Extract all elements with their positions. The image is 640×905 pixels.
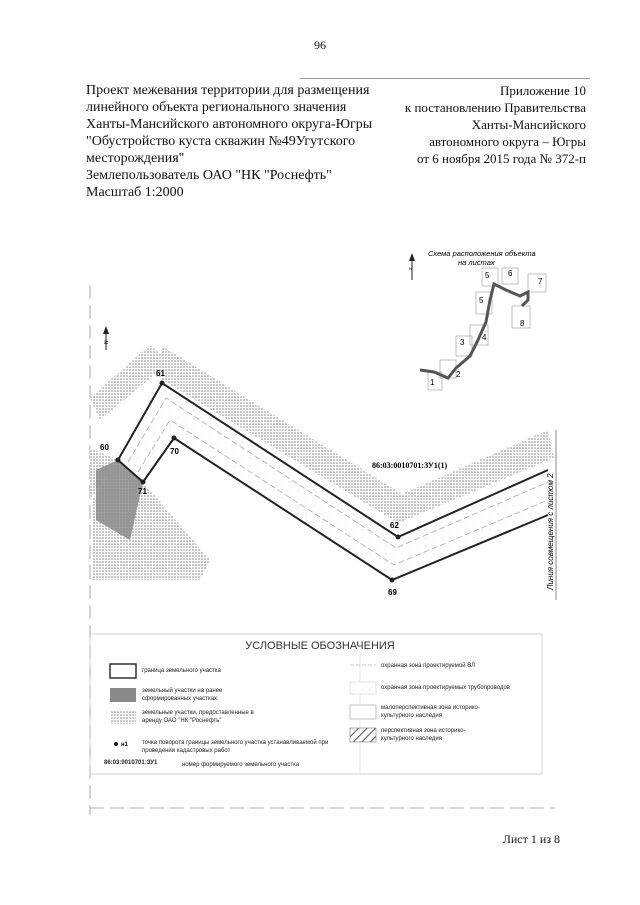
legend-point-label: н1 [121, 742, 128, 748]
legend-swatch-high-zone [350, 728, 376, 742]
title-line: "Обустройство куста скважин №49Угутского [86, 134, 356, 149]
legend-swatch-existing [110, 688, 136, 702]
appendix-line: автономного округа – Югры [429, 134, 586, 149]
label-60: 60 [100, 443, 109, 452]
point-71 [141, 480, 146, 485]
title-line: Проект межевания территории для размещения [86, 83, 370, 98]
match-line-label: Линия совмещения с листом 2 [546, 473, 555, 590]
inset-north-arrow-icon [409, 253, 415, 261]
legend-title: УСЛОВНЫЕ ОБОЗНАЧЕНИЯ [245, 640, 395, 652]
point-69 [390, 578, 395, 583]
label-61: 61 [156, 369, 165, 378]
legend-swatch-pipeline [350, 682, 376, 694]
title-line: линейного объекта регионального значения [86, 100, 347, 115]
label-70: 70 [170, 447, 179, 456]
parcel-label: 86:03:0010701:ЗУ1(1) [372, 461, 448, 470]
inset-sheet: 8 [520, 319, 525, 328]
point-61 [160, 381, 165, 386]
appendix-line: Приложение 10 [499, 83, 586, 98]
legend-swatch-low-zone [350, 705, 376, 719]
legend-text-low-zone: малоперспективная зона историко-культурного наследия [381, 705, 480, 719]
title-line: Землепользователь ОАО "НК "Роснефть" [86, 168, 332, 183]
legend-swatch-boundary [110, 664, 136, 678]
label-71: 71 [138, 487, 147, 496]
label-62: 62 [390, 521, 399, 530]
point-62 [396, 535, 401, 540]
legend-text-pipeline: охранная зона проектируемых трубопроводов [381, 685, 510, 691]
appendix-line: от 6 ноября 2015 года № 372-п [417, 151, 586, 166]
inset-sheet: 5 [479, 296, 484, 305]
inset-title-1: Схема расположения объекта [428, 249, 536, 258]
legend-text-existing: земельный участки на ранее сформированных участках [142, 688, 223, 702]
inset-sheet: 1 [430, 378, 435, 387]
inset-sheet: 5 [485, 271, 490, 280]
legend-text-lease: земельные участки, предоставленные в аренду ОАО "НК "Роснефть" [142, 710, 254, 724]
legend-text-vl: охранная зона проектируемой ВЛ [381, 663, 476, 669]
point-60 [116, 458, 121, 463]
inset-north-label: N [409, 266, 412, 271]
label-69: 69 [388, 588, 397, 597]
page-number: 96 [314, 38, 326, 52]
scale-line: Масштаб 1:2000 [86, 185, 184, 200]
title-line: Ханты-Мансийского автономного округа-Югры [86, 117, 373, 132]
inset-title-2: на листах [458, 258, 495, 267]
legend-text-parcel-number: номер формируемого земельного участка [182, 762, 300, 768]
sheet-label: Лист 1 из 8 [502, 832, 560, 846]
inset-sheet: 6 [508, 269, 513, 278]
legend-swatch-lease [110, 710, 136, 724]
legend-text-boundary: граница земельного участка [142, 668, 221, 674]
point-70 [172, 436, 177, 441]
north-label: N [104, 340, 110, 344]
inset-sheet: 3 [460, 338, 465, 347]
appendix-line: Ханты-Мансийского [471, 117, 586, 132]
inset-schematic [409, 249, 546, 390]
title-line: месторождения" [86, 151, 185, 166]
inset-sheet: 7 [538, 277, 543, 286]
inset-sheet: 2 [456, 370, 461, 379]
legend-parcel-number-sample: 86:03:0010701:ЗУ1 [104, 760, 158, 766]
legend-text-point: точка поворота границы земельного участка устанавливаемой при проведении кадастровых работ [142, 740, 329, 754]
legend-point-symbol-icon [114, 742, 118, 746]
inset-route [420, 284, 528, 378]
appendix-line: к постановлению Правительства [404, 100, 586, 115]
legend-text-high-zone: перспективная зона историко-культурного наследия [381, 728, 466, 742]
inset-sheet: 4 [482, 333, 487, 342]
north-arrow-icon [103, 326, 110, 350]
